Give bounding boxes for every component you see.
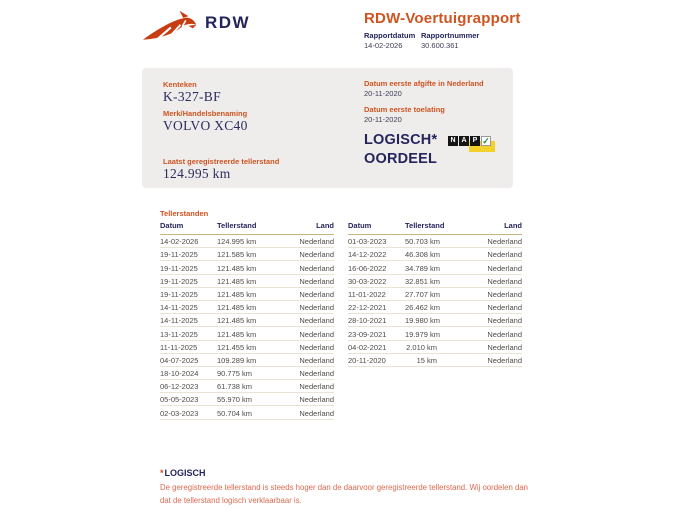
judgement-text [364,131,437,169]
col-header-country: Land [316,221,334,230]
rdw-logo-icon [142,9,198,45]
report-number-label: Rapportnummer [421,31,480,40]
table-row [160,275,334,288]
last-odometer-value: 124.995 km [163,166,231,181]
vehicle-summary-box [142,68,513,188]
row-country: Nederland [299,237,334,247]
nap-letter-n: N [448,136,458,146]
row-odometer: 27.707 km [405,289,441,299]
row-odometer: 50.704 km [217,408,253,418]
nap-check-icon: ✓ [482,136,490,146]
table-row [160,235,334,248]
row-date: 14-11-2025 [160,316,198,326]
row-odometer: 55.970 km [217,395,253,405]
nap-logo-icon [448,136,496,154]
table-row [348,314,522,327]
odometer-table-title: Tellerstanden [160,209,209,218]
row-date: 05-05-2023 [160,395,199,405]
row-country: Nederland [487,303,522,313]
row-country: Nederland [299,355,334,365]
row-odometer: 121.485 km [217,263,257,273]
row-country: Nederland [487,263,522,273]
rdw-wordmark: RDW [205,13,251,32]
row-date: 28-10-2021 [348,316,387,326]
col-header-date: Datum [160,221,184,230]
row-odometer: 124.995 km [217,237,257,247]
row-country: Nederland [487,237,522,247]
table-row [160,380,334,393]
row-country: Nederland [299,289,334,299]
last-odometer-label: Laatst geregistreerde tellerstand [163,157,280,166]
row-date: 19-11-2025 [160,250,198,260]
row-country: Nederland [299,382,334,392]
report-number-value: 30.600.361 [421,41,459,50]
first-admission-label: Datum eerste toelating [364,105,445,114]
report-date-label: Rapportdatum [364,31,416,40]
row-date: 11-11-2025 [160,342,198,352]
row-date: 20-11-2020 [348,355,386,365]
row-country: Nederland [299,342,334,352]
footnote-title-text: LOGISCH [164,468,206,478]
col-header-odometer: Tellerstand [217,221,257,230]
row-country: Nederland [299,250,334,260]
row-date: 02-03-2023 [160,408,199,418]
row-country: Nederland [487,316,522,326]
row-date: 18-10-2024 [160,369,199,379]
table-row [348,327,522,340]
col-header-country: Land [504,221,522,230]
col-header-date: Datum [348,221,372,230]
table-row [160,367,334,380]
row-country: Nederland [487,329,522,339]
odometer-table-left [160,221,334,420]
row-country: Nederland [299,408,334,418]
row-date: 11-01-2022 [348,289,386,299]
row-date: 14-02-2026 [160,237,199,247]
footnote-explanation: De geregistreerde tellerstand is steeds hoger dan de daarvoor geregistreerde tellerstand. Wij oordelen dan dat de tellerstand logisch verklaarbaar is. [160,483,528,505]
row-country: Nederland [299,276,334,286]
report-date-value: 14-02-2026 [364,41,403,50]
odometer-tables [160,221,522,420]
table-row [160,288,334,301]
row-country: Nederland [299,263,334,273]
row-date: 06-12-2023 [160,382,199,392]
row-odometer: 15 km [416,355,437,365]
row-date: 01-03-2023 [348,237,387,247]
nap-letter-p: P [470,136,480,146]
row-date: 14-11-2025 [160,303,198,313]
row-odometer: 32.851 km [405,276,441,286]
table-row [160,393,334,406]
report-title: RDW-Voertuigrapport [364,10,521,27]
row-odometer: 121.485 km [217,316,257,326]
table-row [160,314,334,327]
odometer-table-right [348,221,522,420]
table-row [348,354,522,367]
row-country: Nederland [487,250,522,260]
judgement-line1: LOGISCH* [364,132,438,148]
row-odometer: 90.775 km [217,369,253,379]
row-odometer: 121.485 km [217,303,257,313]
row-odometer: 121.455 km [217,342,257,352]
license-plate-value: K-327-BF [163,89,221,104]
row-odometer: 121.485 km [217,329,257,339]
row-date: 19-11-2025 [160,289,198,299]
row-country: Nederland [487,276,522,286]
row-date: 04-07-2025 [160,355,199,365]
row-odometer: 19.979 km [405,329,441,339]
table-row [348,301,522,314]
row-odometer: 121.485 km [217,289,257,299]
row-country: Nederland [487,355,522,365]
row-odometer: 121.485 km [217,276,257,286]
row-odometer: 50.703 km [405,237,441,247]
row-date: 13-11-2025 [160,329,198,339]
license-plate-label: Kenteken [163,80,197,89]
table-row [348,275,522,288]
footnote-asterisk: * [160,468,164,478]
row-odometer: 19.980 km [405,316,441,326]
table-row [348,261,522,274]
row-odometer: 34.789 km [405,263,441,273]
row-country: Nederland [299,369,334,379]
row-country: Nederland [299,316,334,326]
footnote-title [160,468,206,478]
table-row [160,248,334,261]
row-country: Nederland [299,329,334,339]
table-row [160,301,334,314]
table-row [160,261,334,274]
make-model-value: VOLVO XC40 [163,118,248,133]
table-row [160,406,334,419]
row-date: 19-11-2025 [160,276,198,286]
first-issue-nl-label: Datum eerste afgifte in Nederland [364,79,484,88]
row-date: 19-11-2025 [160,263,198,273]
table-row [160,354,334,367]
row-date: 16-06-2022 [348,263,387,273]
table-row [160,341,334,354]
row-date: 04-02-2021 [348,342,387,352]
table-row [348,288,522,301]
row-country: Nederland [487,289,522,299]
row-date: 22-12-2021 [348,303,387,313]
col-header-odometer: Tellerstand [405,221,445,230]
first-issue-nl-value: 20-11-2020 [364,89,402,98]
table-row [348,341,522,354]
table-row [348,235,522,248]
table-header-row [348,221,522,235]
row-date: 23-09-2021 [348,329,387,339]
row-odometer: 61.738 km [217,382,253,392]
row-country: Nederland [299,395,334,405]
row-odometer: 26.462 km [405,303,441,313]
make-model-label: Merk/Handelsbenaming [163,109,248,118]
row-country: Nederland [487,342,522,352]
row-odometer: 46.308 km [405,250,441,260]
table-row [160,327,334,340]
first-admission-value: 20-11-2020 [364,115,402,124]
row-date: 30-03-2022 [348,276,387,286]
table-row [348,248,522,261]
row-odometer: 2.010 km [406,342,437,352]
judgement-line2: OORDEEL [364,151,438,167]
row-date: 14-12-2022 [348,250,387,260]
row-odometer: 121.585 km [217,250,257,260]
nap-letter-a: A [459,136,469,146]
table-header-row [160,221,334,235]
row-odometer: 109.289 km [217,355,257,365]
table-body-right [348,235,522,367]
row-country: Nederland [299,303,334,313]
table-body-left [160,235,334,420]
